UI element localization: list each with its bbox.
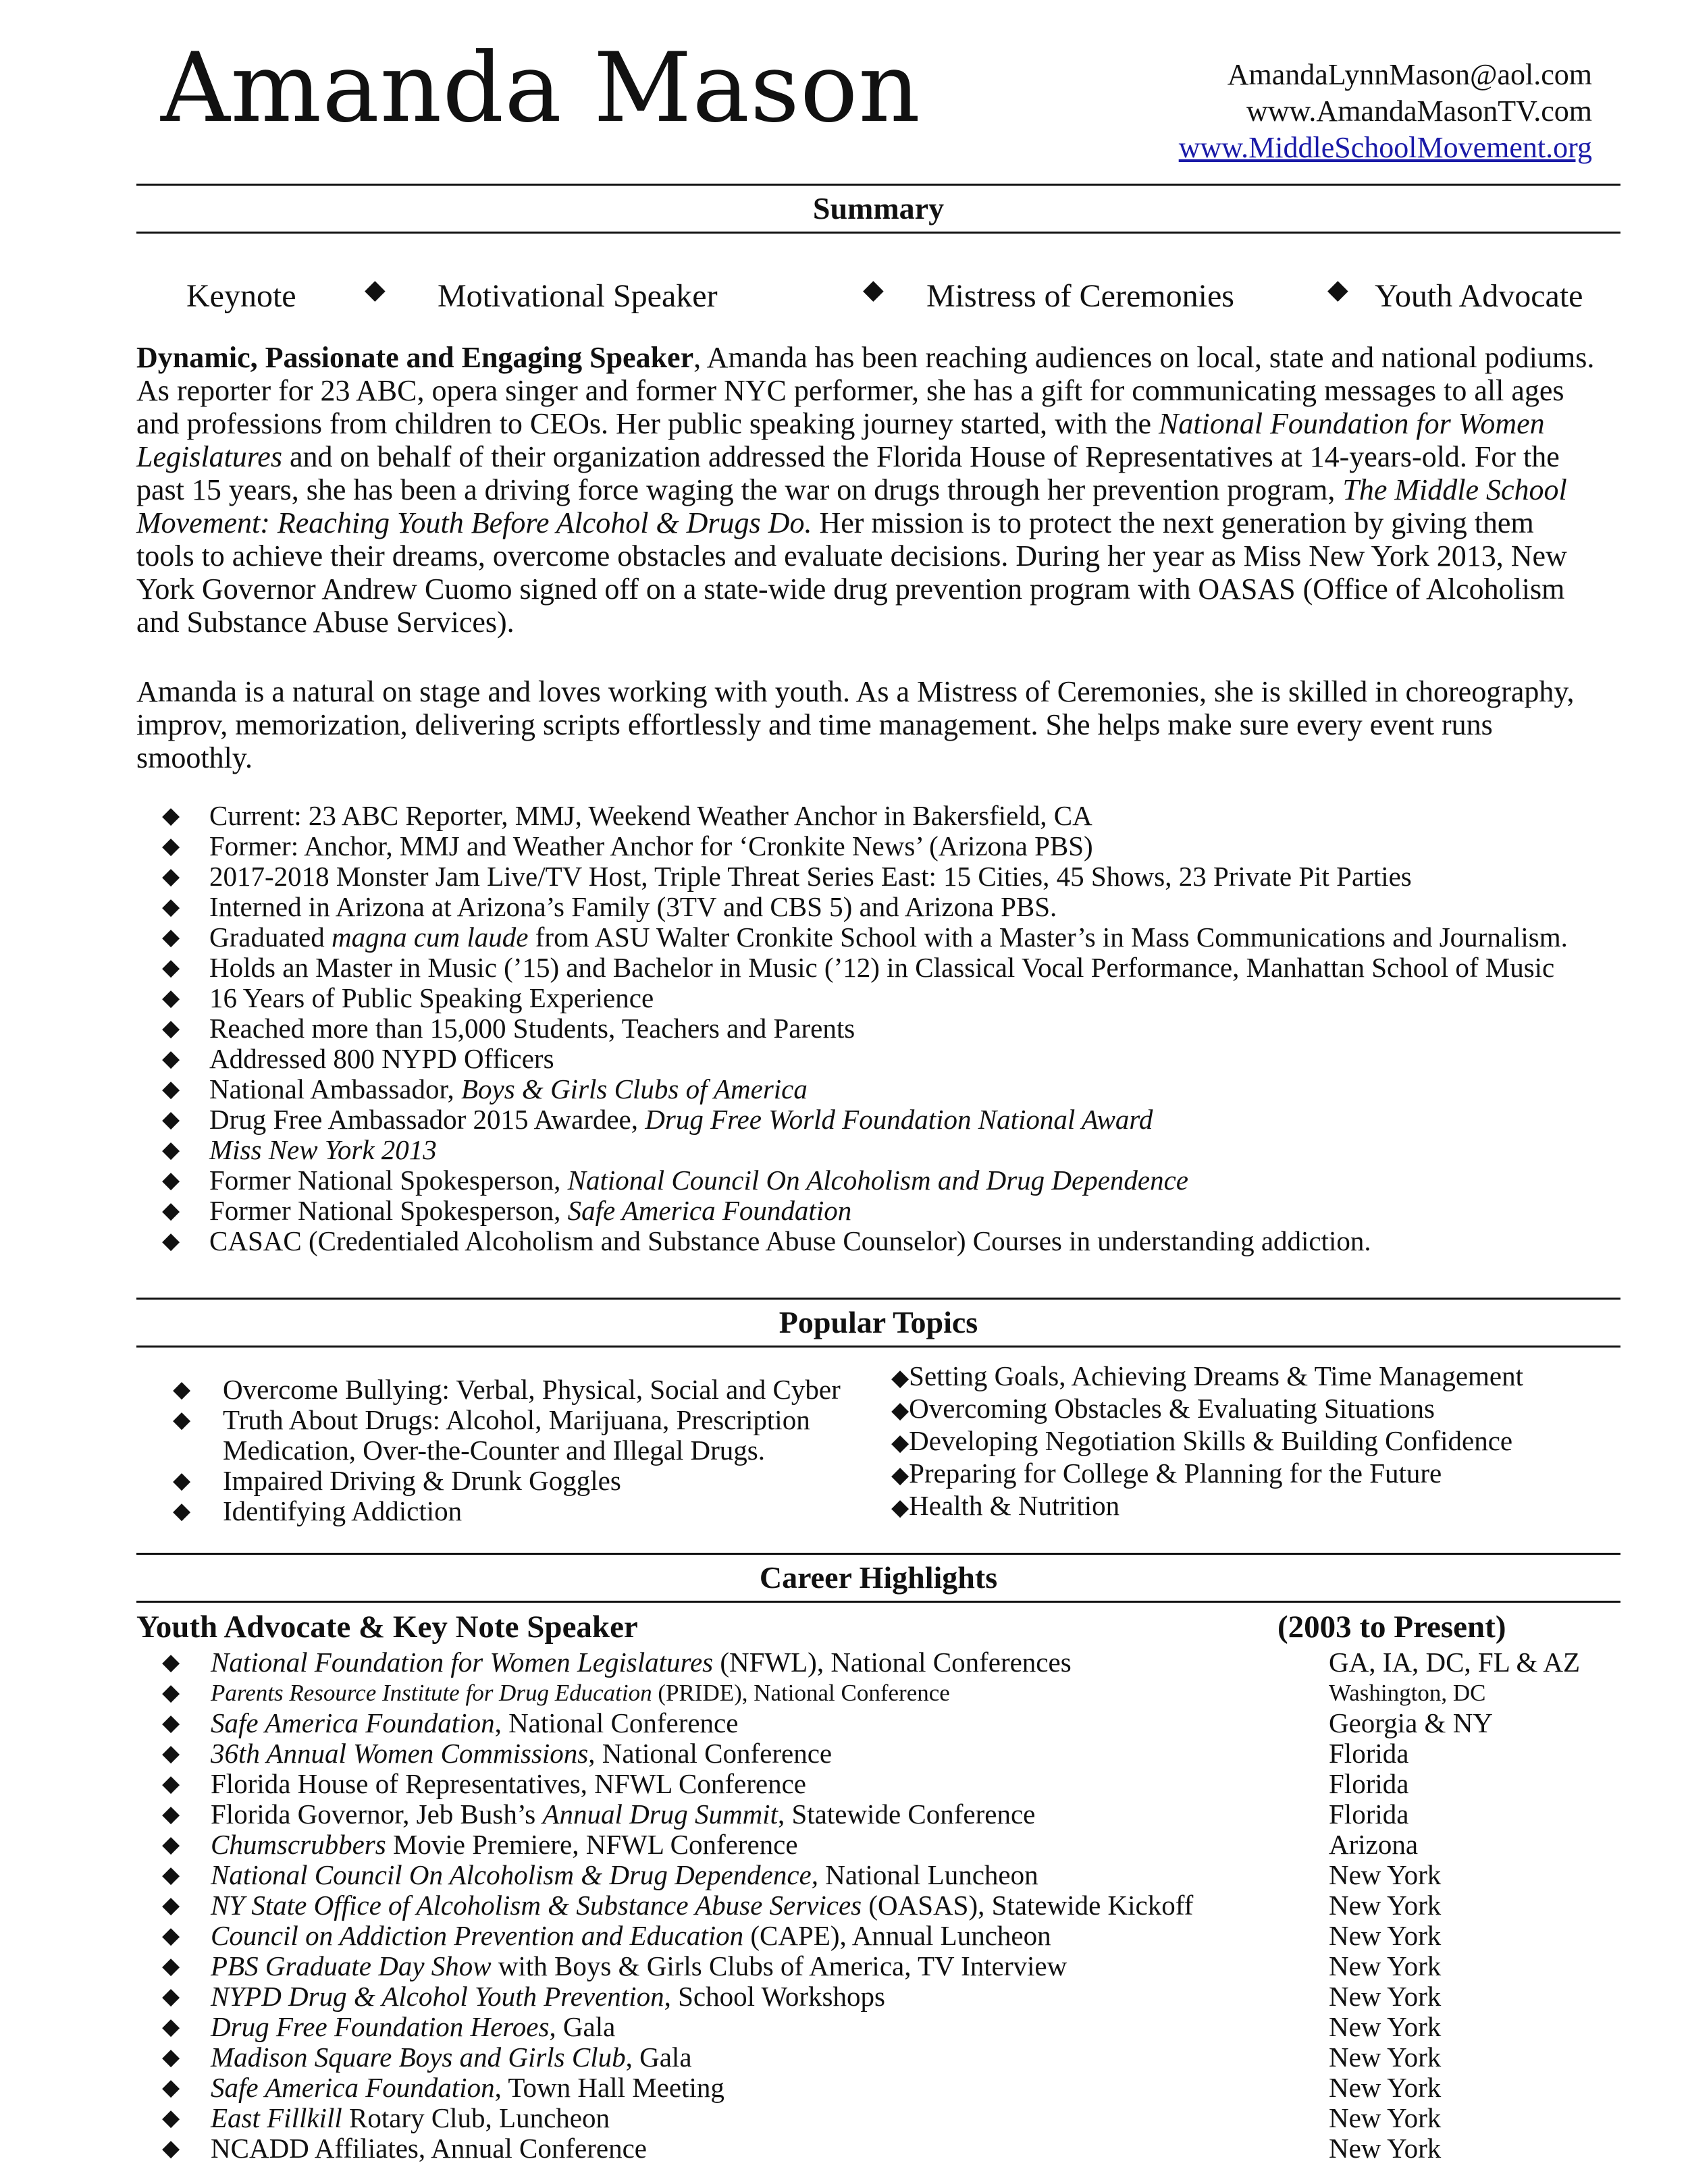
contact-block: [1179, 57, 1592, 166]
summary-bullet-list: [162, 801, 1568, 1256]
bullet-text: CASAC (Credentialed Alcoholism and Substance Abuse Counselor) Courses in understanding addiction.: [209, 1225, 1371, 1256]
summary-paragraph-2: [136, 675, 1622, 774]
diamond-icon: ◆: [162, 986, 180, 1011]
diamond-icon: ◆: [365, 274, 386, 304]
text: past 15 years, she has been a driving force waging the war on drugs through her prevention program,: [136, 473, 1343, 506]
career-item: [162, 2103, 1656, 2133]
diamond-icon: ◆: [891, 1431, 909, 1456]
career-location: New York: [1329, 2072, 1442, 2103]
diamond-icon: ◆: [173, 1468, 191, 1493]
career-text: National Luncheon: [818, 1859, 1038, 1890]
diamond-icon: ◆: [891, 1495, 909, 1520]
career-item: [162, 2042, 1656, 2073]
diamond-icon: ◆: [891, 1463, 909, 1488]
diamond-icon: ◆: [162, 1680, 180, 1705]
diamond-icon: ◆: [162, 1077, 180, 1102]
career-italic-text: NY State Office of Alcoholism & Substance Abuse Services: [211, 1890, 862, 1921]
diamond-icon: ◆: [173, 1499, 191, 1524]
summary-bullet-item: [162, 983, 1568, 1013]
career-role: Youth Advocate & Key Note Speaker: [136, 1609, 638, 1645]
role-motivational-speaker: Motivational Speaker: [438, 278, 718, 314]
topic-item: [891, 1458, 1523, 1491]
popular-topics-title: Popular Topics: [779, 1305, 978, 1339]
email: AmandaLynnMason@aol.com: [1227, 58, 1592, 91]
diamond-icon: ◆: [162, 864, 180, 889]
topic-item: [173, 1496, 841, 1526]
diamond-icon: ◆: [162, 1863, 180, 1888]
career-item: [162, 1981, 1656, 2012]
career-location: New York: [1329, 1859, 1442, 1890]
diamond-icon: ◆: [162, 1650, 180, 1675]
diamond-icon: ◆: [162, 2015, 180, 2040]
summary-bullet-item: [162, 1044, 1568, 1074]
text: and professions from children to CEOs. Her public speaking journey started, with the: [136, 407, 1159, 440]
diamond-icon: ◆: [162, 1198, 180, 1223]
candidate-name: Amanda Mason: [161, 32, 921, 144]
popular-topics-section-header: [136, 1298, 1620, 1348]
career-item: [162, 2133, 1656, 2164]
career-text: , National Conference: [588, 1738, 833, 1769]
career-location: GA, IA, DC, FL & AZ: [1329, 1647, 1581, 1678]
bullet-text: 16 Years of Public Speaking Experience: [209, 982, 654, 1013]
career-italic-text: Madison Square Boys and Girls Club: [211, 2042, 626, 2073]
role-mistress-of-ceremonies: Mistress of Ceremonies: [926, 278, 1234, 314]
career-text: with Boys & Girls Clubs of America, TV Interview: [491, 1950, 1067, 1981]
bullet-text: Reached more than 15,000 Students, Teachers and Parents: [209, 1013, 855, 1044]
topic-item: [173, 1405, 841, 1435]
paragraph-line: smoothly.: [136, 741, 253, 774]
diamond-icon: ◆: [162, 1046, 180, 1071]
text: and on behalf of their organization addressed the Florida House of Representatives at 14-years-old. For the: [282, 440, 1560, 473]
career-text: (NFWL), National Conferences: [713, 1647, 1072, 1678]
career-item: [162, 1799, 1656, 1830]
career-location: Florida: [1329, 1768, 1409, 1799]
career-italic-text: PBS Graduate Day Show: [211, 1950, 492, 1981]
career-text: Florida House of Representatives, NFWL Conference: [211, 1768, 807, 1799]
career-text: (CAPE), Annual Luncheon: [743, 1920, 1051, 1951]
summary-bullet-item: [162, 922, 1568, 953]
summary-title: Summary: [812, 191, 945, 225]
bullet-italic-text: magna cum laude: [332, 922, 529, 953]
paragraph-line: tools to achieve their dreams, overcome obstacles and evaluate decisions. During her year as Miss New York 2013, New: [136, 539, 1567, 572]
topic-text: Overcome Bullying: Verbal, Physical, Social and Cyber: [223, 1374, 841, 1405]
bullet-text: National Ambassador,: [209, 1073, 461, 1104]
topic-text: Medication, Over-the-Counter and Illegal Drugs.: [223, 1435, 765, 1466]
bullet-italic-text: Safe America Foundation: [567, 1195, 852, 1226]
diamond-icon: ◆: [162, 2075, 180, 2100]
summary-bullet-item: [162, 861, 1568, 892]
diamond-icon: ◆: [162, 1229, 180, 1254]
career-item: [162, 1830, 1656, 1860]
paragraph-line: [136, 473, 1622, 506]
bullet-text: Drug Free Ambassador 2015 Awardee,: [209, 1104, 645, 1135]
diamond-icon: ◆: [162, 1741, 180, 1766]
career-location: New York: [1329, 1920, 1442, 1951]
text: , Amanda has been reaching audiences on local, state and national podiums.: [693, 341, 1595, 374]
bullet-text: from ASU Walter Cronkite School with a Master’s in Mass Communications and Journalism.: [528, 922, 1568, 953]
diamond-icon: ◆: [162, 834, 180, 859]
summary-bullet-item: [162, 1196, 1568, 1226]
career-italic-text: National Foundation for Women Legislatures: [211, 1647, 714, 1678]
italic-text: The Middle School: [1342, 473, 1567, 506]
career-location: New York: [1329, 2042, 1442, 2073]
career-italic-text: Chumscrubbers: [211, 1829, 386, 1860]
summary-bullet-item: [162, 892, 1568, 922]
topic-text: Health & Nutrition: [909, 1490, 1120, 1521]
diamond-icon: ◆: [162, 1923, 180, 1948]
career-item: [162, 1769, 1656, 1799]
bullet-text: Holds an Master in Music (’15) and Bachelor in Music (’12) in Classical Vocal Performance, Manhattan School of Music: [209, 952, 1555, 983]
paragraph-line: improv, memorization, delivering scripts effortlessly and time management. She helps make sure every event runs: [136, 708, 1493, 741]
career-italic-text: NYPD Drug & Alcohol Youth Prevention: [211, 1981, 664, 2012]
diamond-icon: ◆: [162, 1107, 180, 1132]
summary-section-header: [136, 184, 1620, 234]
paragraph-line: and Substance Abuse Services).: [136, 606, 515, 639]
text: Her mission is to protect the next generation by giving them: [812, 506, 1534, 539]
paragraph-line: [136, 407, 1622, 440]
diamond-icon: ◆: [162, 1832, 180, 1857]
career-italic-text: Council on Addiction Prevention and Education: [211, 1920, 744, 1951]
bullet-text: Interned in Arizona at Arizona’s Family (3TV and CBS 5) and Arizona PBS.: [209, 891, 1057, 922]
italic-text: National Foundation for Women: [1159, 407, 1545, 440]
bullet-text: Addressed 800 NYPD Officers: [209, 1043, 554, 1074]
summary-bullet-item: [162, 1074, 1568, 1104]
career-text: Rotary Club, Luncheon: [342, 2102, 610, 2133]
topic-text: Impaired Driving & Drunk Goggles: [223, 1465, 621, 1496]
career-text: , School Workshops: [664, 1981, 885, 2012]
topic-item: [173, 1466, 841, 1496]
italic-text: Movement: Reaching Youth Before Alcohol & Drugs Do.: [136, 506, 812, 539]
bullet-text: Former National Spokesperson,: [209, 1165, 568, 1196]
paragraph-line: As reporter for 23 ABC, opera singer and former NYC performer, she has a gift for communicating messages to all ages: [136, 374, 1564, 407]
topic-item: [891, 1393, 1523, 1426]
bullet-text: Former National Spokesperson,: [209, 1195, 568, 1226]
career-item: [162, 1708, 1656, 1738]
career-location: Arizona: [1329, 1829, 1419, 1860]
topic-text: Identifying Addiction: [223, 1495, 463, 1526]
topic-text: Overcoming Obstacles & Evaluating Situations: [909, 1393, 1435, 1424]
career-text: , Gala: [625, 2042, 692, 2073]
bullet-italic-text: National Council On Alcoholism and Drug Dependence: [567, 1165, 1188, 1196]
diamond-icon: ◆: [162, 955, 180, 980]
diamond-icon: ◆: [162, 1984, 180, 2009]
diamond-icon: ◆: [162, 2106, 180, 2131]
summary-bullet-item: [162, 1226, 1568, 1256]
diamond-icon: ◆: [1327, 274, 1348, 304]
career-italic-text: Safe America Foundation: [211, 2072, 495, 2103]
diamond-icon: ◆: [162, 1016, 180, 1041]
career-location: Georgia & NY: [1329, 1707, 1493, 1738]
bullet-text: Graduated: [209, 922, 332, 953]
career-location: New York: [1329, 2011, 1442, 2042]
paragraph-line: [136, 440, 1622, 473]
career-italic-text: Annual Drug Summit: [542, 1799, 778, 1830]
career-italic-text: Drug Free Foundation Heroes,: [211, 2011, 556, 2042]
career-item: [162, 2012, 1656, 2042]
career-text: Florida Governor, Jeb Bush’s: [211, 1799, 543, 1830]
career-italic-text: National Council On Alcoholism & Drug Dependence,: [211, 1859, 818, 1890]
career-italic-text: Parents Resource Institute for Drug Education: [211, 1680, 652, 1706]
career-highlights-title: Career Highlights: [759, 1560, 998, 1595]
career-item: [162, 1890, 1656, 1921]
career-location: Washington, DC: [1329, 1680, 1486, 1706]
career-item: [162, 1921, 1656, 1951]
career-item: [162, 1647, 1656, 1678]
diamond-icon: ◆: [162, 1138, 180, 1163]
summary-bullet-item: [162, 1013, 1568, 1044]
topic-text: Setting Goals, Achieving Dreams & Time Management: [909, 1360, 1524, 1391]
bullet-text: 2017-2018 Monster Jam Live/TV Host, Triple Threat Series East: 15 Cities, 45 Shows, 23 Private Pit Parties: [209, 861, 1412, 892]
diamond-icon: ◆: [173, 1408, 191, 1433]
italic-text: Legislatures: [136, 440, 282, 473]
career-italic-text: East Fillkill: [211, 2102, 342, 2133]
career-location: Florida: [1329, 1738, 1409, 1769]
summary-bullet-item: [162, 1135, 1568, 1165]
summary-bullet-item: [162, 953, 1568, 983]
career-text: , National Conference: [494, 1707, 739, 1738]
career-text: (OASAS), Statewide Kickoff: [862, 1890, 1194, 1921]
career-location: New York: [1329, 1890, 1442, 1921]
summary-bullet-item: [162, 801, 1568, 831]
roles-row: [136, 273, 1620, 321]
career-location: New York: [1329, 2102, 1442, 2133]
career-item: [162, 1678, 1656, 1708]
summary-bullet-item: [162, 831, 1568, 861]
diamond-icon: ◆: [863, 274, 884, 304]
career-location: New York: [1329, 2133, 1442, 2164]
middle-school-movement-link[interactable]: www.MiddleSchoolMovement.org: [1178, 131, 1592, 164]
diamond-icon: ◆: [891, 1366, 909, 1391]
paragraph-line: [136, 341, 1622, 374]
summary-bullet-item: [162, 1165, 1568, 1196]
diamond-icon: ◆: [162, 1711, 180, 1736]
bullet-text: Current: 23 ABC Reporter, MMJ, Weekend Weather Anchor in Bakersfield, CA: [209, 800, 1092, 831]
bullet-italic-text: Miss New York 2013: [209, 1134, 437, 1165]
bullet-text: Former: Anchor, MMJ and Weather Anchor for ‘Cronkite News’ (Arizona PBS): [209, 830, 1093, 861]
website: www.AmandaMasonTV.com: [1246, 95, 1592, 128]
topic-text: Developing Negotiation Skills & Building Confidence: [909, 1425, 1513, 1456]
career-text: , Statewide Conference: [777, 1799, 1036, 1830]
paragraph-line: Amanda is a natural on stage and loves working with youth. As a Mistress of Ceremonies, she is skilled in choreography,: [136, 675, 1575, 708]
role-keynote: Keynote: [186, 278, 296, 314]
diamond-icon: ◆: [162, 1802, 180, 1827]
role-youth-advocate: Youth Advocate: [1375, 278, 1583, 314]
career-text: (PRIDE), National Conference: [652, 1680, 950, 1706]
diamond-icon: ◆: [162, 1954, 180, 1979]
career-italic-text: Safe America Foundation: [211, 1707, 495, 1738]
lead-phrase: Dynamic, Passionate and Engaging Speaker: [136, 341, 694, 374]
topic-item: [891, 1491, 1523, 1523]
summary-paragraph-1: [136, 341, 1622, 639]
topics-right-column: [891, 1361, 1523, 1523]
diamond-icon: ◆: [162, 1772, 180, 1796]
career-item: [162, 1738, 1656, 1769]
diamond-icon: ◆: [891, 1398, 909, 1423]
career-location: Florida: [1329, 1799, 1409, 1830]
topic-item: [891, 1426, 1523, 1458]
topic-item-continued: [173, 1435, 841, 1466]
career-item: [162, 1860, 1656, 1890]
paragraph-line: [136, 506, 1622, 539]
career-list: [162, 1647, 1656, 2164]
topic-text: Preparing for College & Planning for the Future: [909, 1458, 1442, 1489]
summary-bullet-item: [162, 1104, 1568, 1135]
diamond-icon: ◆: [162, 2045, 180, 2070]
diamond-icon: ◆: [162, 803, 180, 828]
career-text: Gala: [556, 2011, 616, 2042]
career-text: NCADD Affiliates, Annual Conference: [211, 2133, 647, 2164]
diamond-icon: ◆: [162, 2136, 180, 2161]
paragraph-line: York Governor Andrew Cuomo signed off on a state-wide drug prevention program with OASAS (Office of Alcoholism: [136, 572, 1565, 606]
diamond-icon: ◆: [173, 1377, 191, 1402]
career-role-heading: [136, 1608, 1620, 1646]
career-location: New York: [1329, 1950, 1442, 1981]
career-item: [162, 1951, 1656, 1981]
career-highlights-section-header: [136, 1553, 1620, 1603]
topic-item: [891, 1361, 1523, 1393]
career-text: Movie Premiere, NFWL Conference: [386, 1829, 798, 1860]
career-dates: (2003 to Present): [1277, 1609, 1506, 1645]
bullet-italic-text: Drug Free World Foundation National Award: [645, 1104, 1153, 1135]
career-location: New York: [1329, 1981, 1442, 2012]
diamond-icon: ◆: [162, 895, 180, 920]
topics-left-column: [173, 1375, 841, 1526]
diamond-icon: ◆: [162, 925, 180, 950]
diamond-icon: ◆: [162, 1168, 180, 1193]
career-item: [162, 2073, 1656, 2103]
career-italic-text: 36th Annual Women Commissions: [211, 1738, 589, 1769]
diamond-icon: ◆: [162, 1893, 180, 1918]
career-text: , Town Hall Meeting: [494, 2072, 724, 2103]
topic-text: Truth About Drugs: Alcohol, Marijuana, Prescription: [223, 1404, 810, 1435]
bullet-italic-text: Boys & Girls Clubs of America: [460, 1073, 808, 1104]
topic-item: [173, 1375, 841, 1405]
